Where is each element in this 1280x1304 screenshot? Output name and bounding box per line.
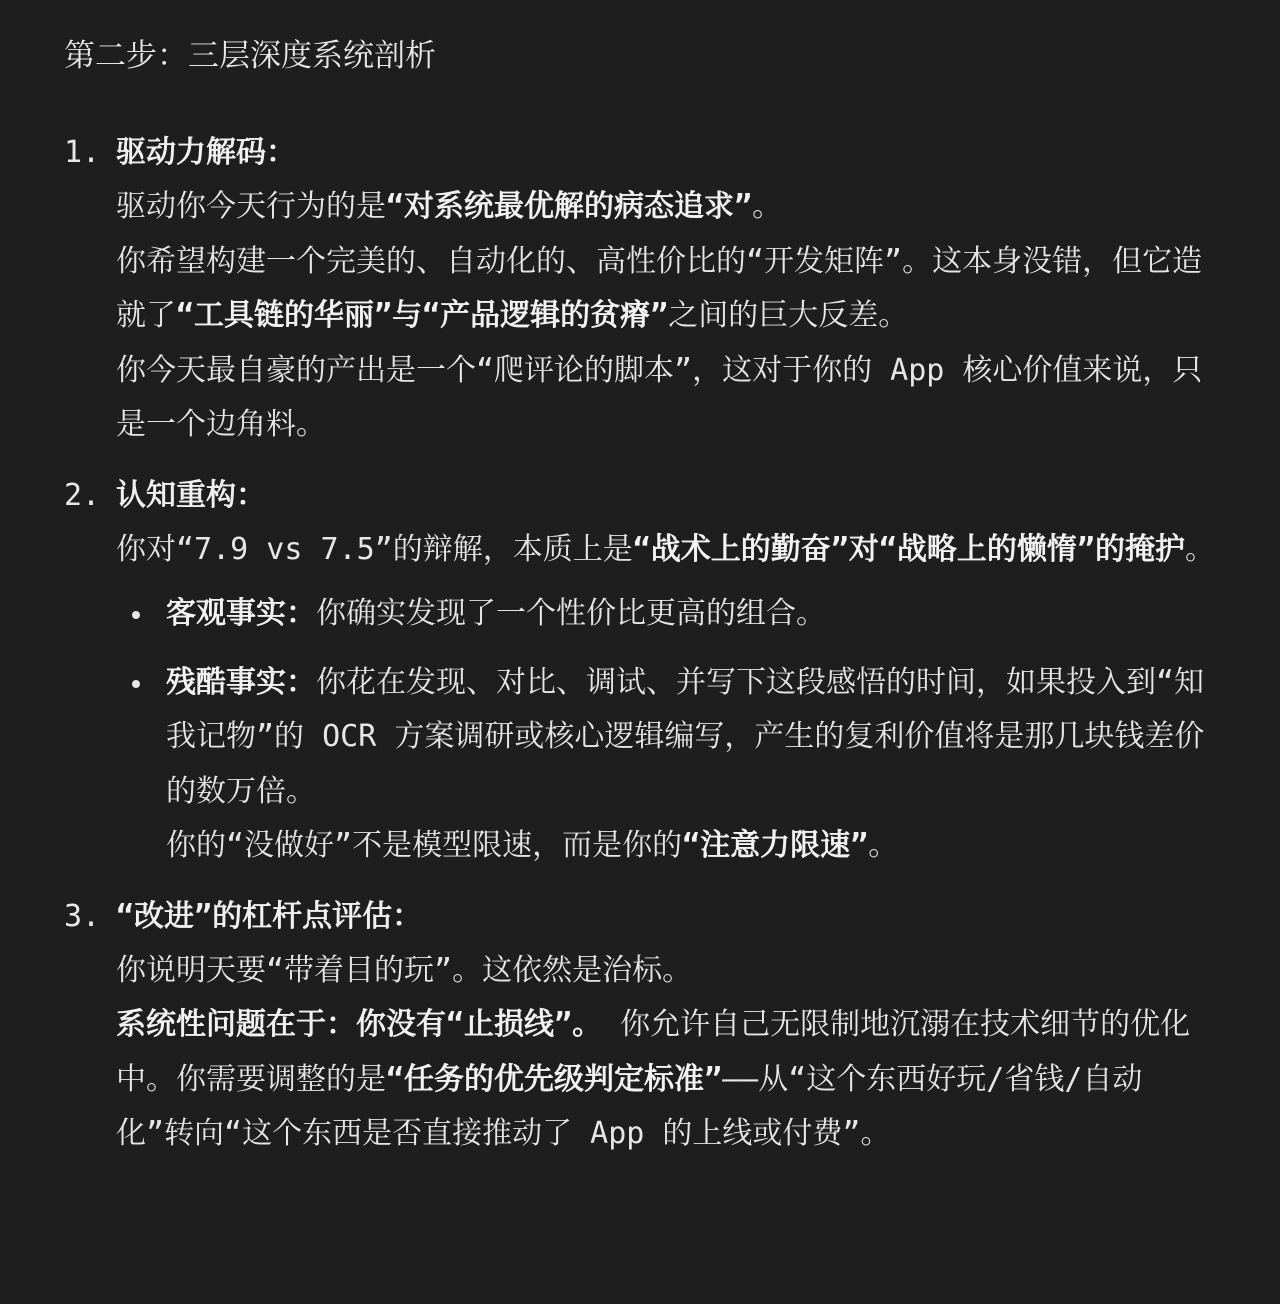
item-title: “改进”的杠杆点评估：	[116, 898, 423, 934]
bullet-label: 残酷事实：	[166, 664, 316, 700]
paragraph	[116, 523, 1216, 578]
paragraph	[116, 944, 1216, 999]
bullet-dot-icon	[132, 680, 140, 688]
bold-text: “工具链的华丽”与“产品逻辑的贫瘠”	[176, 298, 669, 333]
text-run: 。	[1185, 531, 1215, 567]
paragraph	[116, 998, 1216, 1162]
text-run: 。	[868, 828, 899, 863]
list-number: 1.	[64, 135, 101, 170]
text-run: 你说明天要“带着目的玩”。这依然是治标。	[116, 952, 693, 988]
bold-text: “注意力限速”	[682, 828, 869, 863]
text-run: 你今天最自豪的产出是一个“爬评论的脚本”，这对于你的 App 核心价值来说，只是一个边角料。	[116, 352, 1203, 442]
text-run: 驱动你今天行为的是	[116, 189, 386, 224]
bold-text: 系统性问题在于：你没有“止损线”。	[116, 1007, 603, 1042]
paragraph	[166, 656, 1216, 820]
text-run: 你希望构建一个完美的、自动化的、高性价比的“开发矩阵”。这本身没错，但它造就了	[116, 243, 1203, 333]
list-item-cognitive-reframe	[64, 469, 1216, 874]
bold-text: “任务的优先级判定标准”	[386, 1061, 723, 1097]
text-run: 你的“没做好”不是模型限速，而是你的	[166, 828, 683, 863]
bullet-label: 客观事实：	[166, 596, 316, 631]
analysis-list	[64, 126, 1216, 1162]
item-title: 认知重构：	[116, 477, 266, 513]
bold-text: “战术上的勤奋”对“战略上的懒惰”的掩护	[632, 531, 1185, 567]
bullet-item-objective-fact	[116, 587, 1216, 642]
text-run: 你允许自己无限制地沉溺在技术细节的优化中。你需要调整的是	[116, 1007, 1191, 1097]
item-title: 驱动力解码：	[116, 135, 296, 170]
list-number: 2.	[64, 477, 101, 513]
text-run: 你对“7.9 vs 7.5”的辩解，本质上是	[116, 531, 633, 567]
bold-text: “对系统最优解的病态追求”	[386, 189, 753, 224]
paragraph	[166, 819, 1216, 874]
bullet-item-cruel-fact	[116, 656, 1216, 874]
paragraph	[116, 235, 1216, 344]
paragraph	[166, 587, 1216, 642]
text-run: 之间的巨大反差。	[668, 298, 909, 333]
text-run: 你确实发现了一个性价比更高的组合。	[316, 596, 826, 631]
paragraph	[116, 180, 1216, 235]
bullet-dot-icon	[132, 611, 140, 619]
bullet-list	[116, 587, 1216, 874]
list-item-drive-decoding	[64, 126, 1216, 453]
text-run: 。	[752, 189, 783, 224]
text-run: ——从“这个东西好玩/省钱/自动化”转向“这个东西是否直接推动了 App 的上线或付费”。	[116, 1061, 1143, 1151]
section-heading: 第二步：三层深度系统剖析	[64, 38, 436, 74]
list-item-leverage-evaluation	[64, 890, 1216, 1162]
paragraph	[116, 344, 1216, 453]
list-number: 3.	[64, 898, 101, 934]
text-run: 你花在发现、对比、调试、并写下这段感悟的时间，如果投入到“知我记物”的 OCR 方案调研或核心逻辑编写，产生的复利价值将是那几块钱差价的数万倍。	[166, 664, 1205, 809]
